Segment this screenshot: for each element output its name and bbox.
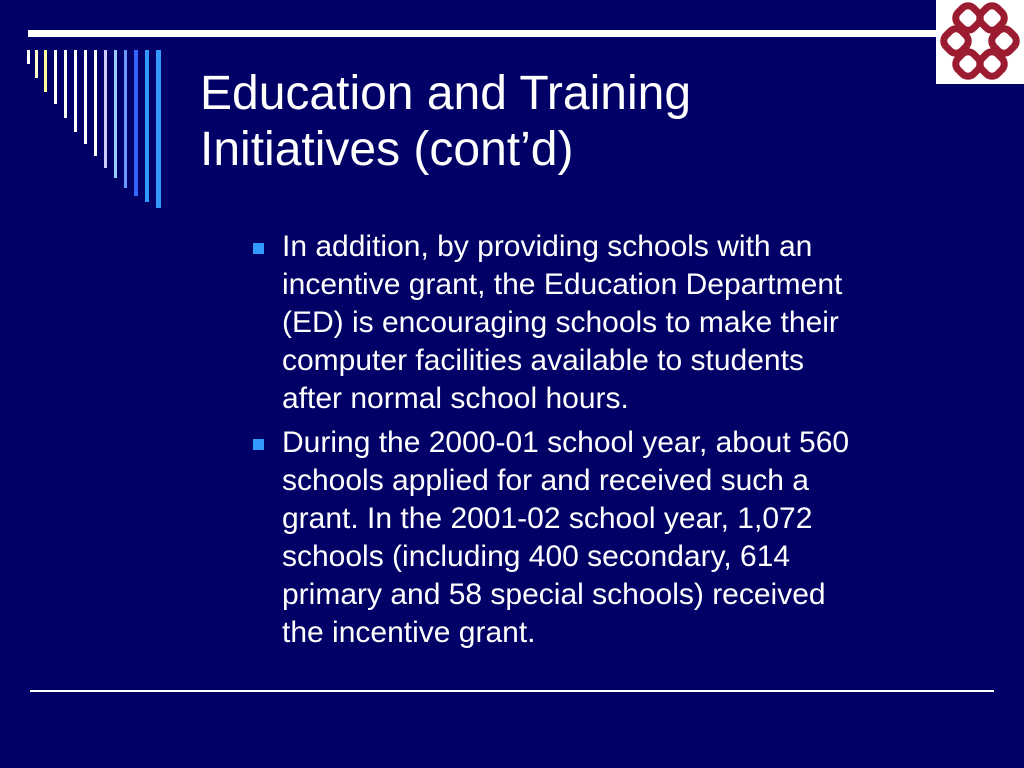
bullet-line: grant. In the 2001-02 school year, 1,072 xyxy=(282,502,813,535)
bullet-item xyxy=(250,424,960,652)
bullet-list xyxy=(250,228,960,658)
bullet-line: incentive grant, the Education Department xyxy=(282,268,843,301)
bullet-line: During the 2000-01 school year, about 560 xyxy=(282,426,850,459)
bullet-item xyxy=(250,228,960,418)
decorative-stripes-icon xyxy=(0,0,170,210)
bullet-line: primary and 58 special schools) received xyxy=(282,578,826,611)
bullet-line: (ED) is encouraging schools to make their xyxy=(282,306,839,339)
bullet-line: schools applied for and received such a xyxy=(282,464,809,497)
bottom-divider xyxy=(30,690,994,692)
square-bullet-icon xyxy=(253,243,264,254)
bullet-line: after normal school hours. xyxy=(282,382,629,415)
slide-title-line: Initiatives (cont’d) xyxy=(200,123,574,176)
bullet-line: In addition, by providing schools with an xyxy=(282,230,813,263)
bullet-line: the incentive grant. xyxy=(282,616,536,649)
polyu-logo-icon xyxy=(936,0,1024,84)
bullet-line: computer facilities available to students xyxy=(282,344,804,377)
bullet-line: schools (including 400 secondary, 614 xyxy=(282,540,791,573)
slide-title-line: Education and Training xyxy=(200,67,692,120)
square-bullet-icon xyxy=(253,439,264,450)
slide-title xyxy=(200,66,920,178)
